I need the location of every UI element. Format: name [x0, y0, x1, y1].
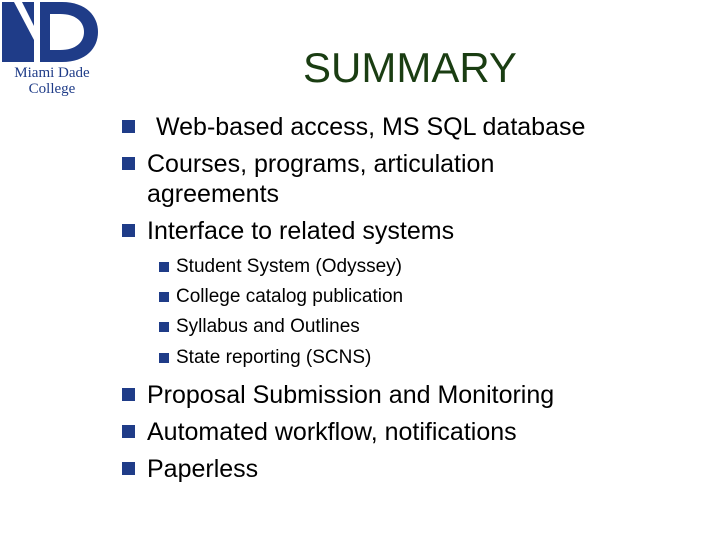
- bullet-text: State reporting (SCNS): [176, 347, 372, 368]
- square-bullet-icon: [122, 388, 135, 401]
- bullet-text-continuation: agreements: [147, 180, 280, 208]
- logo-text-line1: Miami Dade: [14, 65, 90, 81]
- square-bullet-icon: [122, 462, 135, 475]
- logo-text-line2: College: [28, 81, 76, 97]
- square-bullet-icon: [122, 157, 135, 170]
- square-bullet-icon: [122, 120, 135, 133]
- bullet-text: Syllabus and Outlines: [176, 316, 360, 337]
- square-bullet-icon: [159, 292, 169, 302]
- bullet-text: Paperless: [147, 455, 259, 483]
- bullet-text: Proposal Submission and Monitoring: [147, 381, 555, 409]
- square-bullet-icon: [159, 322, 169, 332]
- bullet-text: College catalog publication: [176, 286, 404, 307]
- square-bullet-icon: [159, 262, 169, 272]
- bullet-text: Student System (Odyssey): [176, 256, 402, 277]
- bullet-text: Courses, programs, articulation: [147, 150, 495, 178]
- square-bullet-icon: [122, 425, 135, 438]
- bullet-text: Web-based access, MS SQL database: [156, 113, 586, 141]
- slide-title: SUMMARY: [303, 44, 517, 91]
- bullet-text: Interface to related systems: [147, 217, 455, 245]
- bullet-text: Automated workflow, notifications: [147, 418, 517, 446]
- square-bullet-icon: [159, 353, 169, 363]
- square-bullet-icon: [122, 224, 135, 237]
